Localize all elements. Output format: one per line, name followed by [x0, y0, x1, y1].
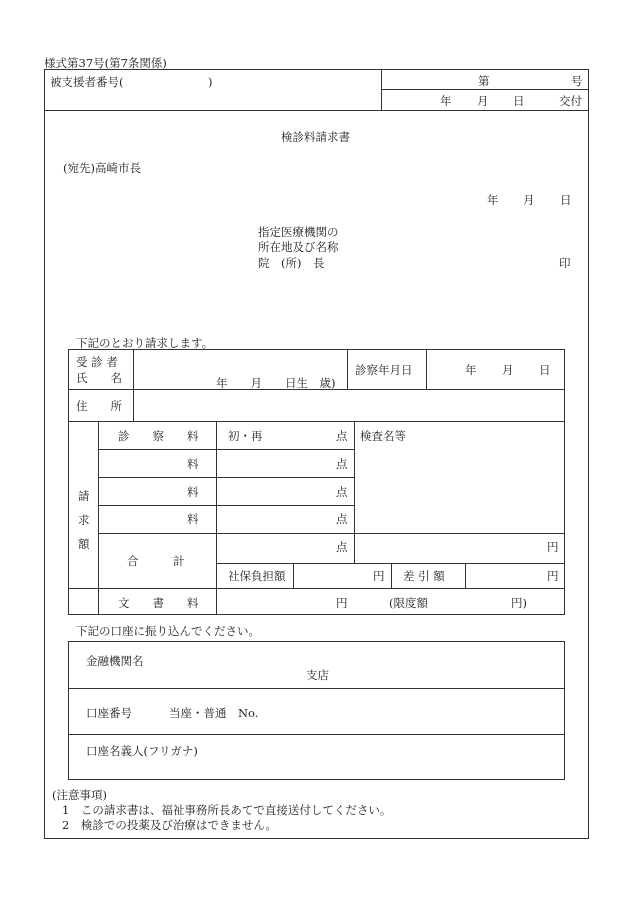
table-line: [391, 563, 392, 588]
billing-label-1: 請: [78, 489, 90, 503]
point-unit: 点: [336, 429, 348, 443]
seal-mark: 印: [559, 256, 571, 270]
yen-unit: 円: [373, 569, 385, 583]
consult-fee-label: 診 察 料: [118, 429, 199, 443]
point-unit: 点: [336, 457, 348, 471]
yen-unit: 円: [547, 540, 559, 554]
exam-day: 日: [539, 363, 551, 377]
point-unit: 点: [336, 512, 348, 526]
fee-label: 料: [187, 485, 199, 499]
total-label: 合 計: [127, 554, 185, 568]
transfer-text: 下記の口座に振り込んでください。: [76, 624, 260, 638]
yen-unit: 円: [336, 596, 348, 610]
table-line: [133, 349, 134, 421]
note-item: 1 この請求書は、福祉事務所長あてで直接送付してください。: [62, 803, 392, 817]
header-divider: [381, 89, 589, 90]
issue-month: 月: [477, 94, 489, 108]
account-type: 当座・普通 No.: [169, 706, 259, 720]
account-number-label: 口座番号: [86, 706, 132, 720]
issue-issued: 交付: [559, 94, 582, 108]
institution-line1: 指定医療機関の: [258, 225, 339, 239]
issue-year: 年: [440, 94, 452, 108]
table-line: [465, 563, 466, 588]
exam-date-label: 診察年月日: [355, 363, 413, 377]
table-line: [68, 734, 565, 735]
note-item: 2 検診での投薬及び治療はできません。: [62, 818, 278, 832]
limit-label: (限度額: [389, 596, 428, 610]
exam-year: 年: [465, 363, 477, 377]
date-year: 年: [487, 193, 499, 207]
institution-line2: 所在地及び名称: [258, 240, 339, 254]
addressee: (宛先)高崎市長: [63, 161, 141, 175]
limit-close: 円): [511, 596, 527, 610]
table-line: [293, 563, 294, 588]
table-line: [98, 505, 354, 506]
patient-name-label-1: 受 診 者: [76, 355, 118, 369]
table-line: [98, 421, 99, 615]
patient-name-label-2: 氏 名: [76, 371, 122, 385]
institution-director: 院 (所) 長: [258, 256, 325, 270]
fee-label: 料: [187, 457, 199, 471]
bank-institution-label: 金融機関名: [86, 654, 144, 668]
exam-names-label: 検査名等: [360, 429, 406, 443]
billing-label-2: 求: [78, 513, 90, 527]
difference-label: 差 引 額: [403, 569, 445, 583]
social-insurance-label: 社保負担額: [228, 569, 286, 583]
header-bottom-line: [44, 110, 589, 111]
yen-unit: 円: [547, 569, 559, 583]
date-day: 日: [560, 193, 572, 207]
first-revisit: 初・再: [228, 429, 263, 443]
issue-day: 日: [513, 94, 525, 108]
table-line: [68, 588, 565, 589]
patient-birth: 年 月 日生 歳): [216, 376, 336, 390]
notes-header: (注意事項): [52, 788, 107, 802]
table-line: [216, 563, 565, 564]
exam-month: 月: [502, 363, 514, 377]
recipient-number-close: ): [208, 75, 213, 89]
table-line: [68, 688, 565, 689]
date-month: 月: [523, 193, 535, 207]
table-line: [68, 421, 565, 422]
billing-label-3: 額: [78, 537, 90, 551]
document-title: 検診料請求書: [281, 130, 350, 144]
table-line: [354, 421, 355, 563]
table-line: [216, 421, 217, 615]
bank-branch-label: 支店: [306, 668, 329, 682]
table-line: [426, 349, 427, 389]
table-line: [354, 533, 565, 534]
table-line: [98, 477, 354, 478]
fee-label: 料: [187, 512, 199, 526]
point-unit: 点: [336, 485, 348, 499]
form-label: 様式第37号(第7条関係): [44, 56, 167, 70]
account-holder-label: 口座名義人(フリガナ): [86, 744, 198, 758]
request-text: 下記のとおり請求します。: [76, 336, 214, 350]
document-fee-label: 文 書 料: [118, 596, 199, 610]
point-unit: 点: [336, 540, 348, 554]
recipient-number-label: 被支援者番号(: [50, 75, 124, 89]
address-label: 住 所: [76, 399, 122, 413]
issue-dai: 第: [478, 74, 490, 88]
table-line: [98, 449, 354, 450]
table-line: [98, 533, 354, 534]
table-line: [347, 349, 348, 389]
issue-go: 号: [571, 74, 583, 88]
